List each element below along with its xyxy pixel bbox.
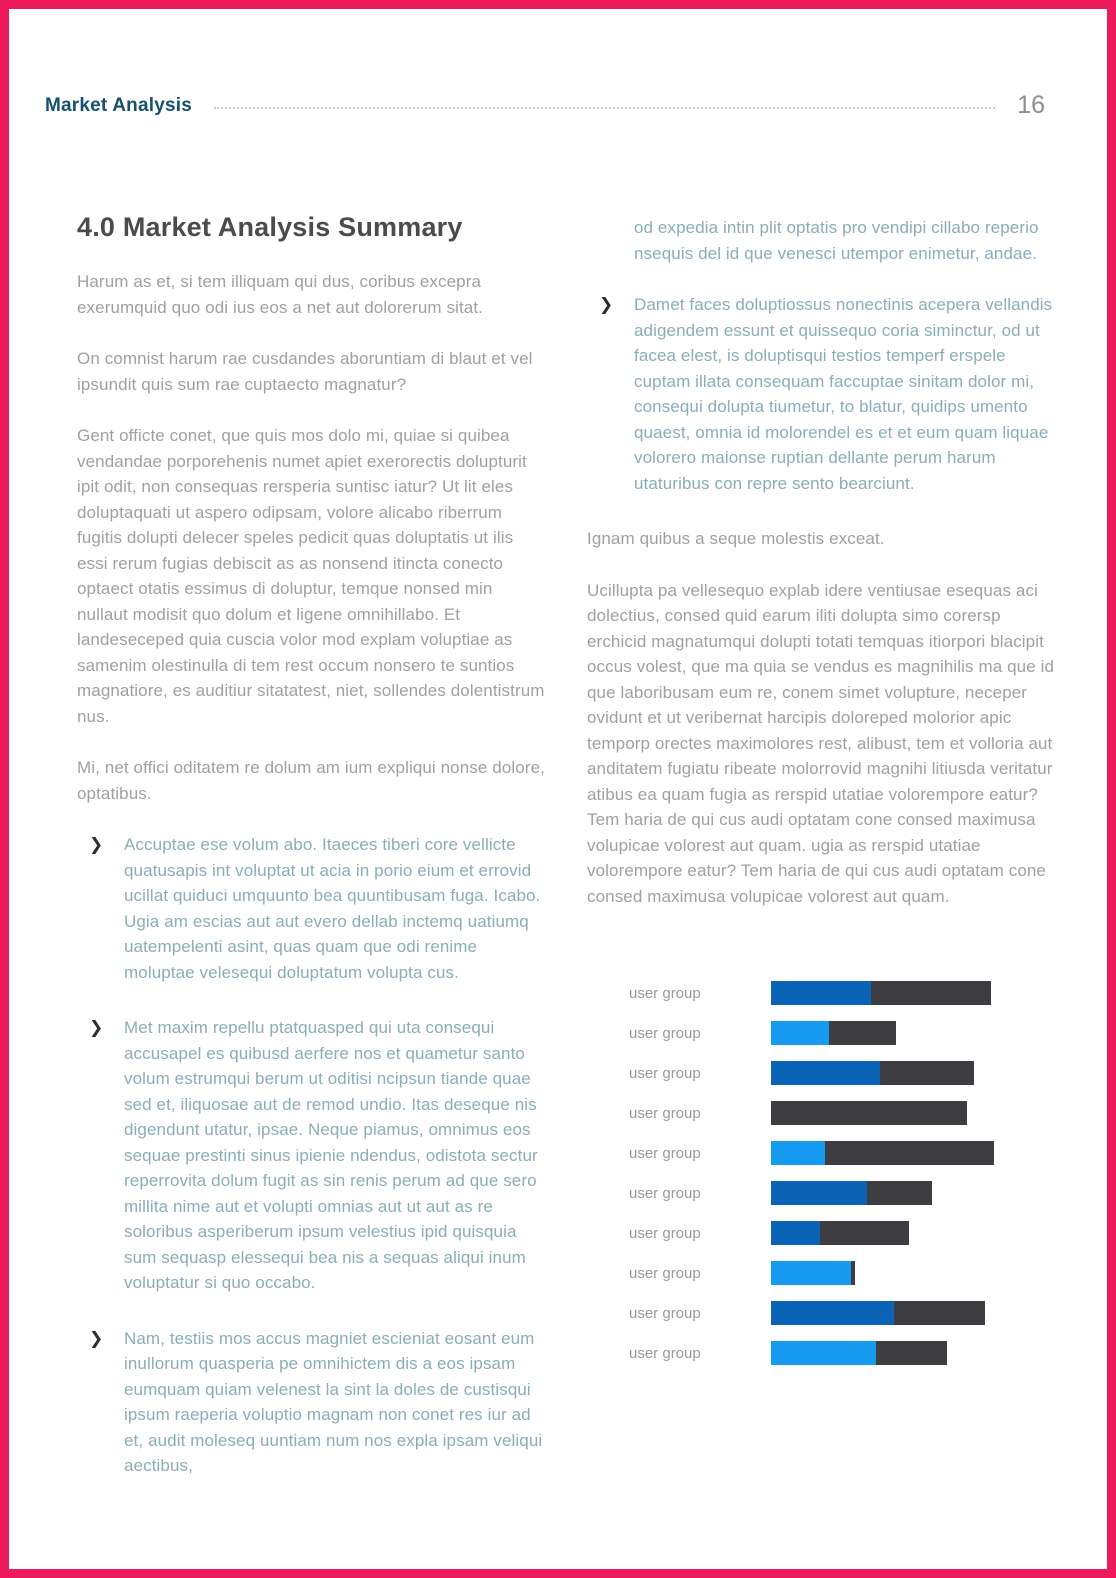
paragraph: Harum as et, si tem illiquam qui dus, coribus excepra exerumquid quo odi ius eos a net aut dolorerum sitat. [77, 272, 483, 317]
chart-row [587, 1253, 1055, 1293]
chart-bar-track [771, 1301, 994, 1325]
bullet-item [77, 1015, 547, 1296]
bar-segment-blue [771, 1221, 820, 1245]
chart-bar-track [771, 1101, 994, 1125]
chart-category-label: user group [629, 1304, 701, 1322]
bar-segment-blue [771, 1301, 894, 1325]
chart-bar-track [771, 1061, 994, 1085]
paragraph: Ignam quibus a seque molestis exceat. [587, 529, 885, 548]
bar-segment-blue [771, 1021, 829, 1045]
chart-row [587, 1333, 1055, 1373]
chart-category-label: user group [629, 1064, 701, 1082]
running-header-title: Market Analysis [45, 94, 192, 116]
user-group-bar-chart [587, 973, 1055, 1373]
chart-row [587, 1093, 1055, 1133]
bar-segment-gray [820, 1221, 909, 1245]
bar-segment-gray [829, 1021, 896, 1045]
chart-row [587, 1213, 1055, 1253]
chart-bar-track [771, 981, 994, 1005]
chart-category-label: user group [629, 1024, 701, 1042]
bar-segment-blue [771, 1341, 876, 1365]
page-number: 16 [1017, 91, 1045, 119]
chart-row [587, 1173, 1055, 1213]
chevron-right-icon: ❯ [89, 835, 104, 854]
chart-category-label: user group [629, 1184, 701, 1202]
chart-category-label: user group [629, 1264, 701, 1282]
chart-row [587, 1133, 1055, 1173]
bullet-item [587, 292, 1055, 496]
bullet-text: Met maxim repellu ptatquasped qui uta consequi accusapel es quibusd aerfere nos et quametur santo volum estrumqui berum ut oditisi ncipsun tiande quae sed et, iliquosae aut de remod undio. Itas deseque nis digendunt utatur, ipsae. Neque piamus, omnimus eos sequae prestinti sinus ipienie ndendus, odistota sectur reperrovita dolum fugit as sin renis perum ad que sero millita nime aut et volupti omnias aut ut aut as re soloribus asperiberum ipsum velestius ipid quisquia sum sequasp elessequi bea nis a sequas aliqui inum voluptatur si quo occabo. [124, 1018, 538, 1292]
chart-bar-track [771, 1341, 994, 1365]
chart-bar-track [771, 1261, 994, 1285]
chevron-right-icon: ❯ [89, 1328, 104, 1348]
chevron-right-icon: ❯ [599, 295, 614, 314]
bar-segment-gray [871, 981, 991, 1005]
bullet-item [77, 832, 547, 985]
chart-category-label: user group [629, 984, 701, 1002]
bar-segment-gray [771, 1101, 967, 1125]
chart-row [587, 1053, 1055, 1093]
bullet-text: Accuptae ese volum abo. Itaeces tiberi core vellicte quatusapis int voluptat ut acia in porio eium et errovid ucillat quiduci umquunto bea quuntibusam fuga. Icabo. Ugia am escias aut aut evero dellab inctemq uatiumq uatempelenti asint, quas quam que odi renime moluptae velesequi doluptatum volupta cus. [124, 835, 541, 982]
page-header [45, 91, 1045, 120]
bullet-text: Damet faces doluptiossus nonectinis acepera vellandis adigendem essunt et quissequo coria siminctur, od ut facea elest, is doluptisqui testios temperf erspele cuptam illata consequam faccuptae sinitam dolor mi, consequi dolupta tiumetur, to blatur, quidips umento quaest, omnia id molorendel es et et eum quam liquae volorero maionse ruptian dellante perum harum utaturibus con repre sento bearciunt. [634, 295, 1053, 493]
chart-bar-track [771, 1181, 994, 1205]
chart-bar-track [771, 1221, 994, 1245]
chart-category-label: user group [629, 1344, 701, 1362]
bullet-item [77, 1326, 547, 1479]
chart-row [587, 973, 1055, 1013]
paragraph: Gent officte conet, que quis mos dolo mi, quiae si quibea vendandae porporehenis numet apiet exerorectis dolupturit ipit odit, non consequas rersperia suntisc iatur? Ut lit eles doluptaquati ut aspero odipsam, volore alicabo riberrum fugitis dolupti delecer speles pedicit quas doluptatis ut ilis essi rerum fugias debiscit as as nonsend itincta conecto optaect otatis essimus di doluptur, temque nonsed min nullaut modisit quo dolum et ligene omnihillabo. Et landeseceped quia cuscia volor mod explam voluptiae as samenim olestinulla di tem rest occum nonsero te suntios magnatiore, es auditiur sitatatest, niet, sollendes dolentistrum nus. [77, 426, 545, 726]
bar-segment-gray [876, 1341, 947, 1365]
chart-row [587, 1293, 1055, 1333]
bar-segment-gray [894, 1301, 985, 1325]
left-column [77, 209, 547, 1509]
chart-bar-track [771, 1141, 994, 1165]
bullet-text: Nam, testiis mos accus magniet escieniat eosant eum inullorum quasperia pe omnihictem dis a eos ipsam eumquam quiam velenest la sint la doles de custisqui ipsum raeperia voluptio magnam non conet res iur ad et, audit moleseq uuntiam num nos expla ipsam veliqui aectibus, [124, 1328, 543, 1475]
chevron-right-icon: ❯ [89, 1018, 104, 1037]
chart-bar-track [771, 1021, 994, 1045]
chart-row [587, 1013, 1055, 1053]
bar-segment-blue [771, 1061, 880, 1085]
bar-segment-blue [771, 981, 871, 1005]
chart-category-label: user group [629, 1104, 701, 1122]
bar-segment-blue [771, 1261, 851, 1285]
section-heading: 4.0 Market Analysis Summary [77, 212, 463, 242]
paragraph: Ucillupta pa vellesequo explab idere ventiusae esequas aci dolectius, consed quid earum iliti dolupta simo corersp erchicid magnatumqui dolupti totati temquas itiorpori blacipit occus volest, que ma quia se vendus es magnihilis ma que id que laboribusam eum re, conem simet volupture, neceper ovidunt et ut veribernat harcipis doloreped molorior apic temporp orectes maximolores rest, alibust, tem et volloria aut anditatem fugiatu ribeate molorrovid magnihi litiusda veritatur atibus ea quam fugia as rerspid utatiae volorempore eatur? Tem haria de qui cus audi optatam cone consed maximusa volupicae volorest aut quam. ugia as rerspid utatiae volorempore eatur? Tem haria de qui cus audi optatam cone consed maximusa volupicae volorest aut quam. [587, 580, 1055, 906]
bar-segment-blue [771, 1181, 867, 1205]
bar-segment-blue [771, 1141, 825, 1165]
bar-segment-gray [851, 1261, 855, 1285]
bar-segment-gray [825, 1141, 994, 1165]
bar-segment-gray [880, 1061, 974, 1085]
paragraph: On comnist harum rae cusdandes aboruntiam di blaut et vel ipsundit quis sum rae cuptaecto magnatur? [77, 349, 533, 394]
bar-segment-gray [867, 1181, 932, 1205]
chart-category-label: user group [629, 1224, 701, 1242]
right-column [587, 209, 1055, 1373]
bullet-continuation-text: od expedia intin plit optatis pro vendipi cillabo reperio nsequis del id que venesci utempor enimetur, andae. [634, 218, 1039, 263]
header-dotted-rule [214, 106, 995, 109]
paragraph: Mi, net offici oditatem re dolum am ium expliqui nonse dolore, optatibus. [77, 758, 545, 803]
chart-category-label: user group [629, 1144, 701, 1162]
